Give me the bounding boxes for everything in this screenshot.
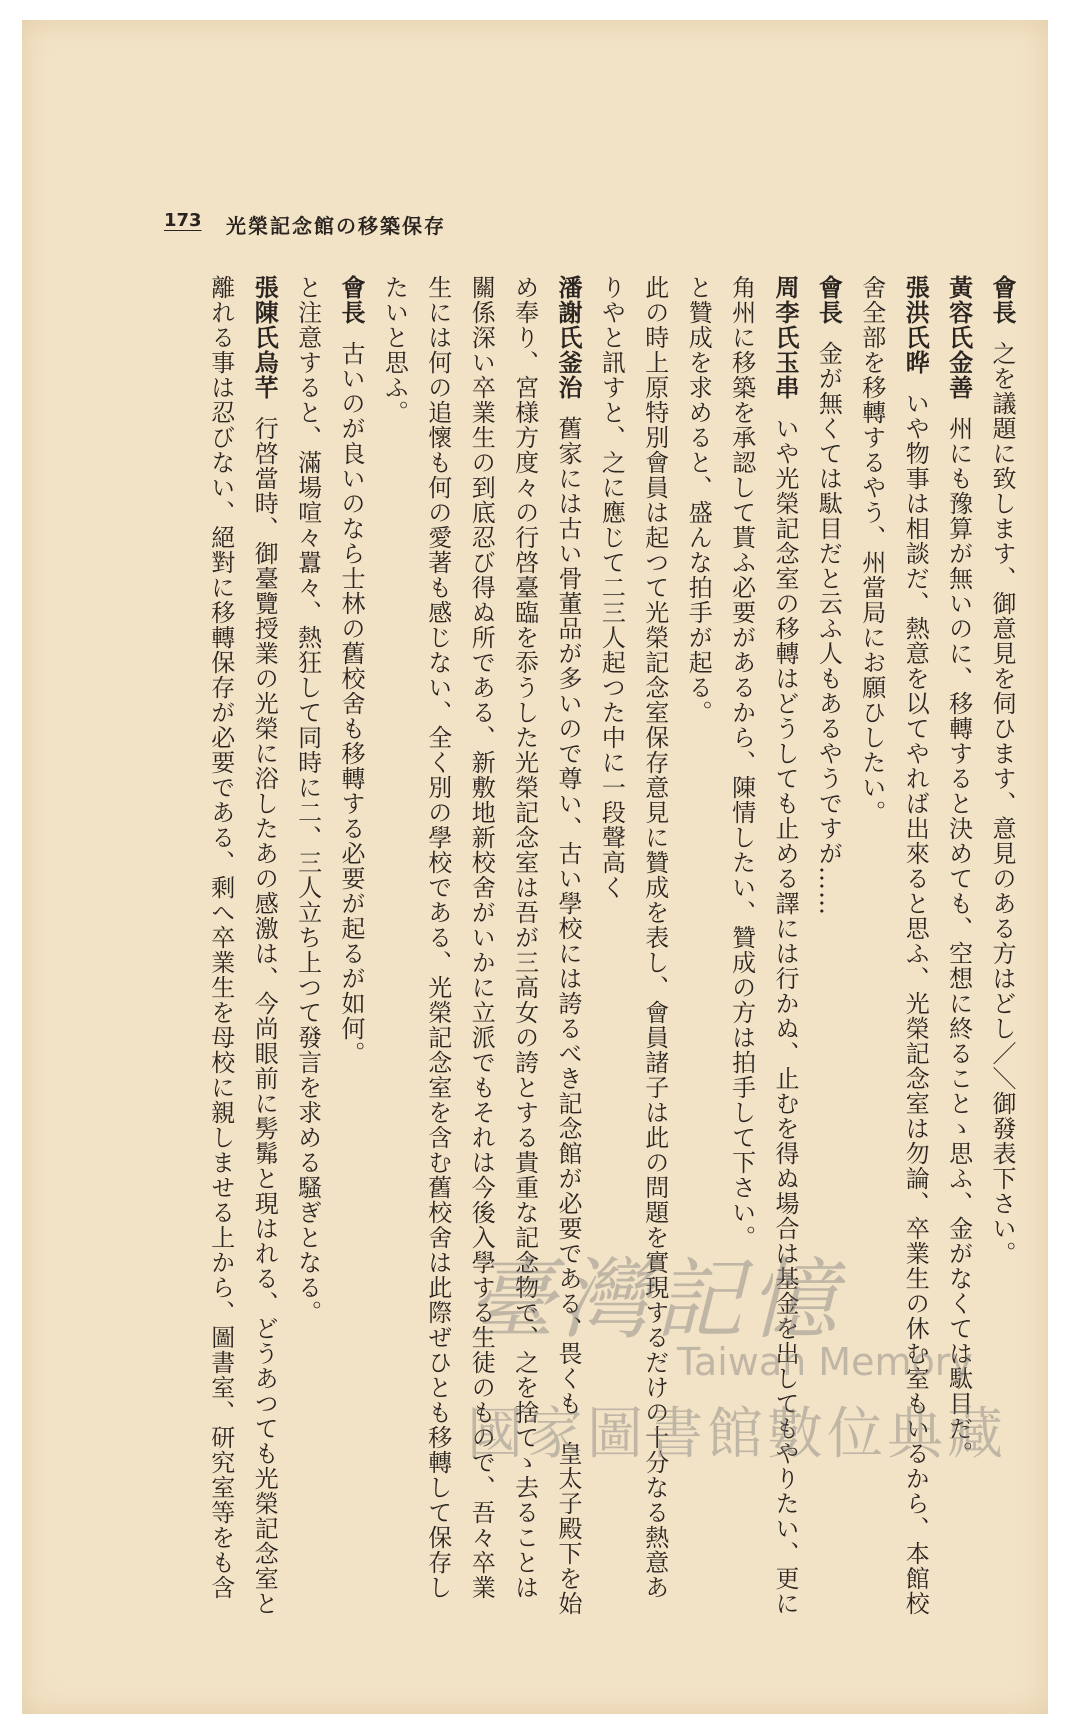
column-text: 生には何の追懷も何の愛著も感じない、全く別の學校である、光榮記念室を含む舊校舍は此際ぜひとも移轉して保存し <box>423 275 452 1600</box>
speaker-name: 潘謝氏釜治 <box>554 275 582 400</box>
taiwan-memory-watermark <box>467 1230 1027 1467</box>
column-text: 關係深い卒業生の到底忍び得ぬ所である、新敷地新校舍がいかに立派でもそれは今後入學する生徒のもので、吾々卒業 <box>467 275 496 1600</box>
column-text: 舊家には古い骨董品が多いので尊い、古い學校には誇るべき記念館が必要である、畏くも 皇太子殿下を始 <box>554 416 582 1616</box>
running-title: 光榮記念館の移築保存 <box>226 214 446 238</box>
speaker-name: 會長 <box>988 275 1016 325</box>
column-text: 古いのが良いのなら士林の舊校舍も移轉する必要が起るが如何。 <box>337 341 365 1066</box>
column-text: と注意すると、滿場喧々囂々、熱狂して同時に二、三人立ち上つて發言を求める騷ぎとなる。 <box>293 275 322 1325</box>
speaker-name: 張陳氏烏芊 <box>250 275 279 400</box>
text-column <box>331 275 371 1605</box>
column-text: 角州に移築を承認して貰ふ必要があるから、陳情したい、贊成の方は拍手して下さい。 <box>727 275 756 1250</box>
text-column <box>244 275 284 1616</box>
column-text: 行啓當時、御臺覽授業の光榮に浴したあの感激は、今尚眼前に髣髴と現はれる、どうあつても光榮記念室と <box>250 416 279 1616</box>
document-page <box>22 20 1048 1714</box>
text-column <box>418 275 458 1605</box>
column-text: 離れる事は忍びない、絕對に移轉保存が必要である、剩へ卒業生を母校に親しませる上から、圖書室、研究室等をも含 <box>206 275 235 1600</box>
watermark-subtitle: 國家圖書館數位典藏 <box>467 1402 1007 1467</box>
column-text: 此の時上原特別會員は起つて光榮記念室保存意見に贊成を表し、會員諸子は此の問題を實現するだけの十分なる熱意あ <box>640 275 669 1600</box>
page-header <box>164 202 464 242</box>
text-column <box>201 275 241 1605</box>
page-number: 173 <box>164 210 202 231</box>
column-text: いや光榮記念室の移轉はどうしても止める譯には行かぬ、止むを得ぬ場合は基金を出してもやりたい、更に <box>771 416 799 1616</box>
speaker-name: 會長 <box>814 275 843 325</box>
column-text: と贊成を求めると、盛んな拍手が起る。 <box>684 275 713 725</box>
column-text: いや物事は相談だ、熱意を以てやれば出來ると思ふ、光榮記念室は勿論、卒業生の休む室もいるから、本館校 <box>901 391 930 1616</box>
speaker-name: 會長 <box>337 275 365 325</box>
column-text: たいと思ふ。 <box>380 275 409 425</box>
speaker-name: 周李氏玉串 <box>771 275 799 400</box>
column-text: め奉り、宮様方度々の行啓臺臨を忝うした光榮記念室は吾が三高女の誇とする貴重な記念物で、之を捨てゝ去ることは <box>510 275 539 1600</box>
text-column <box>374 275 414 1605</box>
column-text: りやと訊すと、之に應じて二三人起つた中に一段聲高く <box>597 275 626 900</box>
watermark-english: Taiwan Memory <box>677 1340 973 1384</box>
speaker-name: 張洪氏晔 <box>901 275 930 375</box>
column-text: 舍全部を移轉するやう、州當局にお願ひしたい。 <box>857 275 886 825</box>
column-text: 金が無くては駄目だと云ふ人もあるやうですが…… <box>814 341 843 916</box>
watermark-title: 臺灣記憶 <box>467 1248 844 1351</box>
column-text: 之を議題に致します、御意見を伺ひます、意見のある方はどし／＼御發表下さい。 <box>988 341 1016 1266</box>
speaker-name: 黃容氏金善 <box>944 275 973 400</box>
text-column <box>288 275 328 1605</box>
column-text: 州にも豫算が無いのに、移轉すると決めても、空想に終ることゝ思ふ、金がなくては駄目だ。 <box>944 416 973 1466</box>
